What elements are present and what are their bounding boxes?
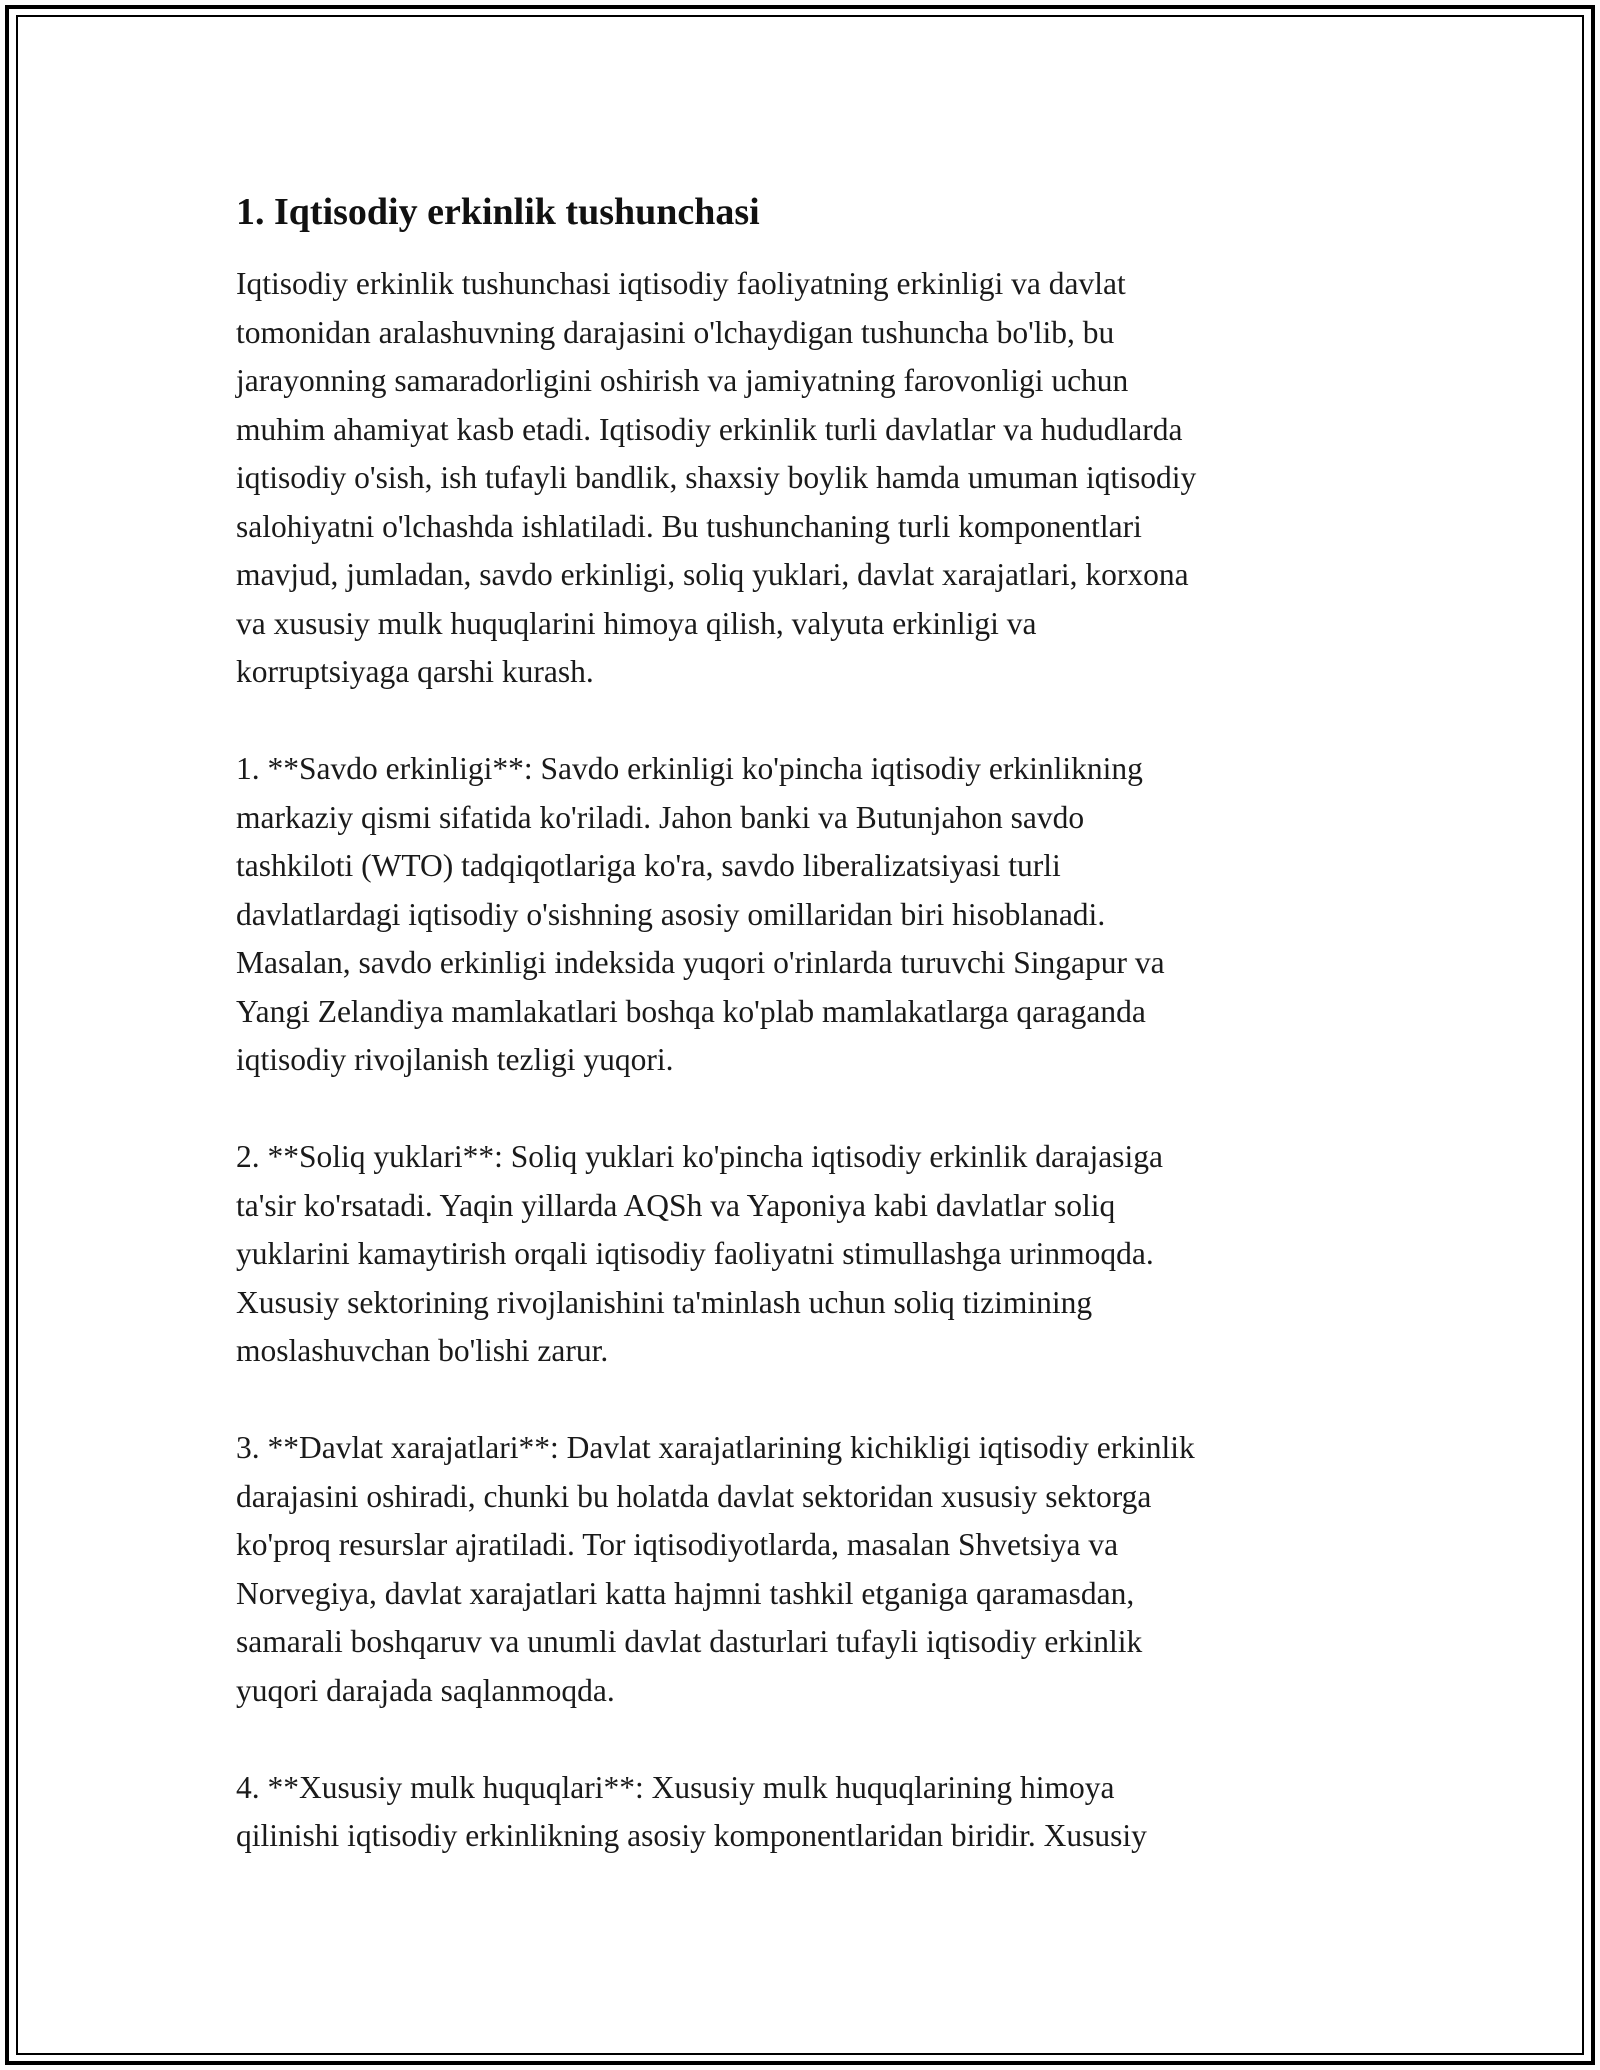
text-line: samarali boshqaruv va unumli davlat dasturlari tufayli iqtisodiy erkinlik: [236, 1624, 1143, 1659]
text-line: muhim ahamiyat kasb etadi. Iqtisodiy erkinlik turli davlatlar va hududlarda: [236, 411, 1183, 447]
document-body: [236, 188, 1376, 1909]
text-line: markaziy qismi sifatida ko'riladi. Jahon banki va Butunjahon savdo: [236, 799, 1085, 835]
section-heading: 1. Iqtisodiy erkinlik tushunchasi: [236, 191, 760, 233]
paragraph-trade-freedom: [236, 745, 1376, 1085]
text-line: 2. **Soliq yuklari**: Soliq yuklari ko'pincha iqtisodiy erkinlik darajasiga: [236, 1139, 1163, 1174]
text-line: qilinishi iqtisodiy erkinlikning asosiy komponentlaridan biridir. Xususiy: [236, 1818, 1147, 1853]
text-line: jarayonning samaradorligini oshirish va jamiyatning farovonligi uchun: [236, 363, 1129, 398]
text-line: ta'sir ko'rsatadi. Yaqin yillarda AQSh va Yaponiya kabi davlatlar soliq: [236, 1187, 1116, 1223]
text-line: tashkiloti (WTO) tadqiqotlariga ko'ra, savdo liberalizatsiyasi turli: [236, 848, 1061, 883]
text-line: darajasini oshiradi, chunki bu holatda davlat sektoridan xususiy sektorga: [236, 1478, 1152, 1514]
text-line: Iqtisodiy erkinlik tushunchasi iqtisodiy faoliyatning erkinligi va davlat: [236, 266, 1126, 301]
text-line: salohiyatni o'lchashda ishlatiladi. Bu tushunchaning turli komponentlari: [236, 508, 1142, 544]
text-line: yuqori darajada saqlanmoqda.: [236, 1672, 615, 1708]
text-line: va xususiy mulk huquqlarini himoya qilish, valyuta erkinligi va: [236, 605, 1037, 641]
paragraph-intro: [236, 260, 1376, 697]
text-line: yuklarini kamaytirish orqali iqtisodiy faoliyatni stimullashga urinmoqda.: [236, 1236, 1154, 1271]
paragraph-property-rights: [236, 1764, 1376, 1861]
text-line: iqtisodiy rivojlanish tezligi yuqori.: [236, 1042, 674, 1077]
text-line: 4. **Xususiy mulk huquqlari**: Xususiy mulk huquqlarining himoya: [236, 1769, 1115, 1805]
text-line: Masalan, savdo erkinligi indeksida yuqori o'rinlarda turuvchi Singapur va: [236, 945, 1165, 980]
text-line: Yangi Zelandiya mamlakatlari boshqa ko'plab mamlakatlarga qaraganda: [236, 993, 1146, 1029]
text-line: korruptsiyaga qarshi kurash.: [236, 654, 594, 689]
text-line: tomonidan aralashuvning darajasini o'lchaydigan tushuncha bo'lib, bu: [236, 314, 1115, 350]
text-line: mavjud, jumladan, savdo erkinligi, soliq yuklari, davlat xarajatlari, korxona: [236, 557, 1189, 592]
text-line: 1. **Savdo erkinligi**: Savdo erkinligi ko'pincha iqtisodiy erkinlikning: [236, 751, 1143, 786]
text-line: iqtisodiy o'sish, ish tufayli bandlik, shaxsiy boylik hamda umuman iqtisodiy: [236, 460, 1197, 495]
text-line: 3. **Davlat xarajatlari**: Davlat xarajatlarining kichikligi iqtisodiy erkinlik: [236, 1430, 1195, 1465]
paragraph-government-spending: [236, 1424, 1376, 1715]
text-line: moslashuvchan bo'lishi zarur.: [236, 1333, 609, 1368]
text-line: davlatlardagi iqtisodiy o'sishning asosiy omillaridan biri hisoblanadi.: [236, 896, 1106, 932]
paragraph-tax-burden: [236, 1133, 1376, 1376]
text-line: Xususiy sektorining rivojlanishini ta'minlash uchun soliq tizimining: [236, 1284, 1093, 1320]
text-line: Norvegiya, davlat xarajatlari katta hajmni tashkil etganiga qaramasdan,: [236, 1575, 1135, 1611]
text-line: ko'proq resurslar ajratiladi. Tor iqtisodiyotlarda, masalan Shvetsiya va: [236, 1527, 1119, 1562]
